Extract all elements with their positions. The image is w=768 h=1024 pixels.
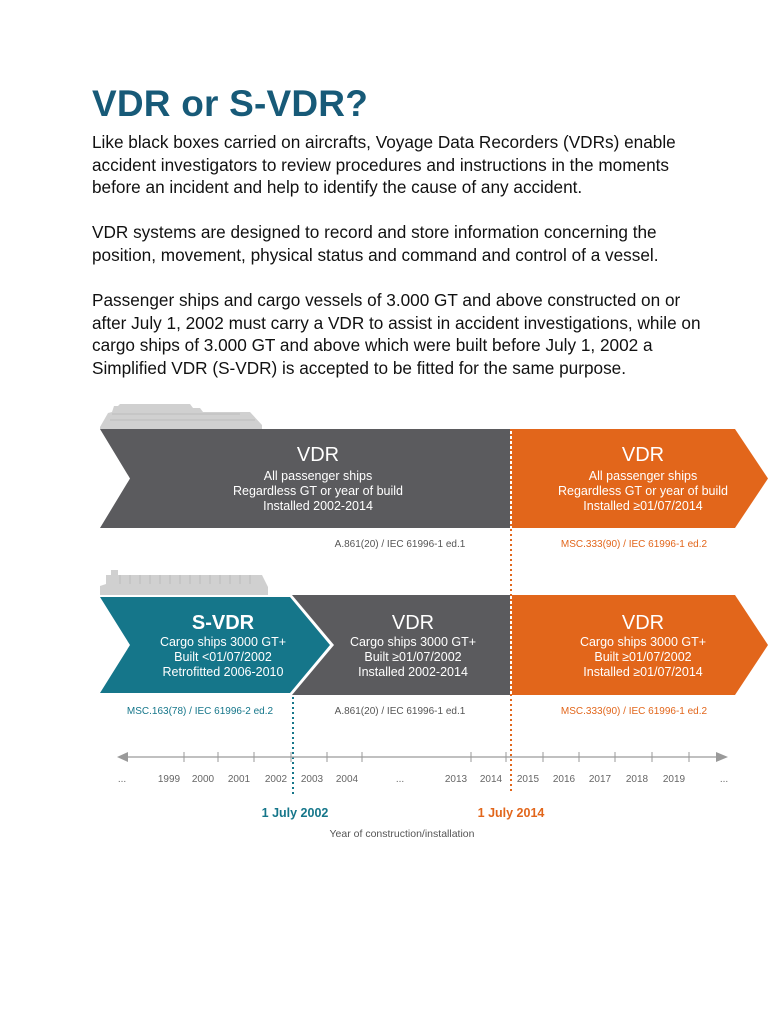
timeline-ellipsis-start: ... <box>117 774 127 785</box>
passenger-right-line-1: All passenger ships <box>588 469 698 483</box>
passenger-standard-ref-left: A.861(20) / IEC 61996-1 ed.1 <box>334 539 466 550</box>
year-label-2004: 2004 <box>335 774 359 785</box>
year-label-2018: 2018 <box>625 774 649 785</box>
passenger-right-line-3: Installed ≥01/07/2014 <box>583 499 703 513</box>
page-title: VDR or S-VDR? <box>92 83 368 124</box>
cargo-standard-ref-right: MSC.333(90) / IEC 61996-1 ed.2 <box>560 706 708 717</box>
year-label-1999: 1999 <box>157 774 181 785</box>
timeline-year-labels <box>118 774 728 785</box>
year-label-2003: 2003 <box>300 774 324 785</box>
passenger-vdr-title-right: VDR <box>621 444 665 466</box>
svdr-line-2: Built <01/07/2002 <box>174 650 272 664</box>
timeline-axis-label: Year of construction/installation <box>329 828 475 840</box>
passenger-ship-icon <box>100 404 262 429</box>
timeline-ellipsis-end: ... <box>719 774 729 785</box>
cargo-mid-line-1: Cargo ships 3000 GT+ <box>349 635 477 649</box>
year-label-2017: 2017 <box>588 774 612 785</box>
year-label-2019: 2019 <box>662 774 686 785</box>
passenger-left-line-3: Installed 2002-2014 <box>263 499 373 513</box>
date-marker-2002: 1 July 2002 <box>261 806 329 820</box>
svdr-line-3: Retrofitted 2006-2010 <box>162 665 284 679</box>
cargo-ship-icon <box>100 570 268 595</box>
svdr-line-1: Cargo ships 3000 GT+ <box>159 635 287 649</box>
year-label-2014: 2014 <box>479 774 503 785</box>
cargo-right-line-3: Installed ≥01/07/2014 <box>583 665 703 679</box>
cargo-standard-ref-svdr: MSC.163(78) / IEC 61996-2 ed.2 <box>126 706 274 717</box>
year-label-2016: 2016 <box>552 774 576 785</box>
cargo-right-line-1: Cargo ships 3000 GT+ <box>579 635 707 649</box>
cargo-mid-line-2: Built ≥01/07/2002 <box>364 650 462 664</box>
passenger-left-line-2: Regardless GT or year of build <box>233 484 403 498</box>
timeline-ellipsis-mid: ... <box>395 774 405 785</box>
passenger-right-line-2: Regardless GT or year of build <box>558 484 728 498</box>
passenger-standard-ref-right: MSC.333(90) / IEC 61996-1 ed.2 <box>560 539 708 550</box>
year-label-2015: 2015 <box>516 774 540 785</box>
cargo-standard-ref-mid: A.861(20) / IEC 61996-1 ed.1 <box>334 706 466 717</box>
year-label-2001: 2001 <box>227 774 251 785</box>
cargo-mid-line-3: Installed 2002-2014 <box>358 665 468 679</box>
svdr-title: S-VDR <box>191 612 255 634</box>
cargo-vdr-title-right: VDR <box>621 612 665 634</box>
vdr-timeline-infographic <box>0 400 768 850</box>
year-label-2013: 2013 <box>444 774 468 785</box>
year-label-2000: 2000 <box>191 774 215 785</box>
intro-paragraph: Like black boxes carried on aircrafts, Voyage Data Recorders (VDRs) enable accident investigators to review procedures and instructions in the moments before an incident and help to identify the cause of any accident. <box>92 132 676 198</box>
passenger-vdr-title-left: VDR <box>296 444 340 466</box>
cargo-vdr-title-mid: VDR <box>391 612 435 634</box>
passenger-left-line-1: All passenger ships <box>263 469 373 483</box>
cargo-right-line-2: Built ≥01/07/2002 <box>594 650 692 664</box>
timeline-axis <box>117 752 728 762</box>
date-marker-2014: 1 July 2014 <box>477 806 545 820</box>
year-label-2002: 2002 <box>264 774 288 785</box>
vdr-purpose-paragraph: VDR systems are designed to record and store information concerning the position, movement, physical status and command and control of a vessel. <box>92 222 659 265</box>
requirements-paragraph: Passenger ships and cargo vessels of 3.000 GT and above constructed on or after July 1, 2002 must carry a VDR to assist in accident investigations, while on cargo ships of 3.000 GT and above which were built before July 1, 2002 a Simplified VDR (S-VDR) is accepted to be fitted for the same purpose. <box>92 290 701 378</box>
